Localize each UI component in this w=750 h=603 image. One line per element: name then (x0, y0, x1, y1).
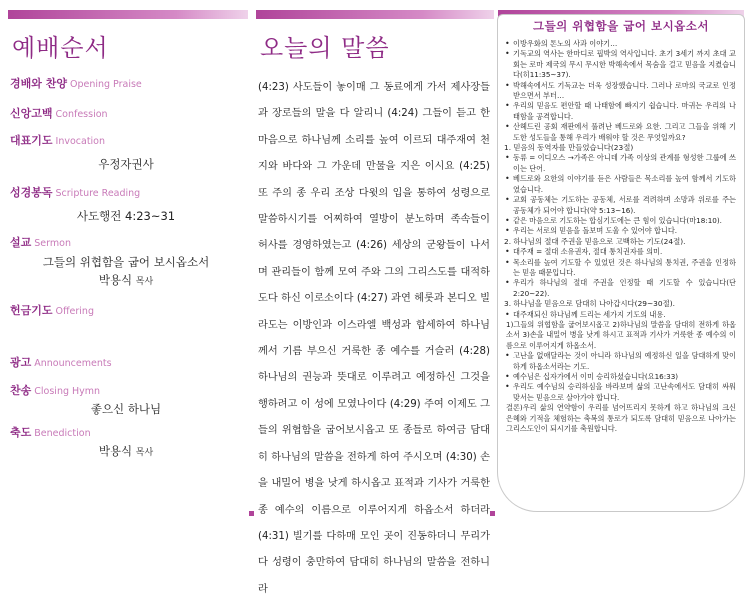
top-bar-middle (256, 10, 494, 19)
sermon-preacher (10, 272, 242, 288)
sermon-notes-title: 그들의 위협함을 굽어 보시옵소서 (532, 19, 710, 33)
list-item: • 우리는 서로의 믿음을 돌보며 도울 수 있어야 합니다. (504, 226, 736, 236)
benediction-title: 목사 (135, 448, 154, 458)
order-item-sermon (10, 234, 242, 302)
order-item-ko: 축도 (10, 426, 32, 439)
order-item-en: Invocation (55, 136, 106, 147)
order-item-confession (10, 105, 242, 132)
list-item: • 산헤드린 공회 재판에서 풀려난 베드로와 요한. 그리고 그들을 위해 기도한 성도들을 통해 우리가 배워야 할 것은 무엇일까요? (504, 122, 736, 143)
list-item: • 대주재되신 하나님께 드리는 세가지 기도의 내용. (504, 310, 736, 320)
order-item-announcements (10, 354, 242, 382)
list-item: • 고난을 없애달라는 것이 아니라 하나님의 예정하신 일을 담대하게 맞이하게 하옵소서라는 기도. (504, 351, 736, 372)
preacher-title: 목사 (135, 277, 154, 287)
list-item: • 목소리를 높여 기도할 수 있었던 것은 하나님의 통치권, 주권을 인정하는 믿음 때문입니다. (504, 258, 736, 279)
section-heading: 3. 하나님을 믿음으로 담대히 나아갑시다(29~30절). (504, 299, 675, 309)
order-item-en: Announcements (34, 358, 112, 369)
order-item-scripture (10, 184, 242, 234)
sermon-notes-panel (497, 14, 745, 512)
scripture-text: (4:23) 사도들이 놓이매 그 동료에게 가서 제사장들과 장로들의 말을 다 알리니 (4:24) 그들이 듣고 한마음으로 하나님께 소리를 높여 이르되 대주재여 천지와 바다와 그 가운데 만물을 지은 이시요 (4:25) 또 주의 종 우리 조상 다윗의 입을 통하여 성령으로 말씀하시기를 어찌하여 열방이 분노하며 족속들이 허사를 경영하였는고 (4:26) 세상의 군왕들이 나서며 관리들이 함께 모여 주와 그의 그리스도를 대적하도다 하신 이로소이다 (4:27) 과연 헤롯과 본디오 빌라도는 이방인과 이스라엘 백성과 합세하여 하나님께서 기름 부으신 거룩한 종 예수를 거슬러 (4:28) 하나님의 권능과 뜻대로 이루려고 예정하신 그것을 행하려고 이 성에 모였나이다 (4:29) 주여 이제도 그들의 위협함을 굽어보시옵고 또 종들로 하여금 담대히 하나님의 말씀을 전하게 하여 주시오며 (4:30) 손을 내밀어 병을 낫게 하시옵고 표적과 기사가 거룩한 종 예수의 이름으로 이루어지게 하옵소서 하더라 (4:31) 빌기를 다하매 모인 곳이 진동하더니 무리가 다 성령이 충만하여 담대히 하나님의 말씀을 전하니라 (258, 82, 490, 595)
paragraph: 1)그들의 위협함을 굽어보시옵고 2)하나님의 말씀을 담대히 전하게 하옵소서 3)손을 내밀어 병을 낫게 하시고 표적과 기사가 거룩한 종 예수의 이름으로 이루어지게 하옵소서. (506, 319, 736, 350)
order-item-ko: 설교 (10, 236, 32, 249)
conclusion-paragraph: 결론)우리 삶의 연약함이 우리를 넘어뜨리지 못하게 하고 하나님의 크신 은혜와 기적을 체험하는 축복의 통로가 되도록 담대히 믿음으로 나아가는 그리스도인이 되시기를 축원합니다. (506, 403, 736, 434)
order-item-opening-praise (10, 75, 242, 105)
order-item-ko: 찬송 (10, 384, 32, 397)
order-item-en: Confession (55, 109, 108, 120)
bottom-accent-middle (490, 511, 495, 516)
list-item: • 우리가 하나님의 절대 주권을 인정할 때 기도할 수 있습니다(단2:20~22). (504, 278, 736, 299)
todays-word-panel (258, 28, 490, 603)
order-item-ko: 헌금기도 (10, 304, 53, 317)
order-item-invocation (10, 132, 242, 184)
preacher-name: 박용식 (98, 273, 133, 287)
order-item-en: Scripture Reading (55, 188, 141, 199)
order-item-en: Offering (55, 306, 94, 317)
top-bar-left (8, 10, 248, 19)
order-item-en: Sermon (34, 238, 71, 249)
todays-word-title: 오늘의 말씀 (260, 34, 390, 62)
worship-order-panel (10, 28, 242, 464)
benediction-name: 박용식 (98, 444, 133, 458)
order-item-ko: 광고 (10, 356, 32, 369)
bottom-accent-left (249, 511, 254, 516)
list-item: • 교회 공동체는 기도하는 공동체, 서로를 격려하며 소망과 위로를 주는 공동체가 되어야 합니다(약 5:13~16). (504, 195, 736, 216)
order-item-closing-hymn (10, 382, 242, 424)
order-item-benediction (10, 424, 242, 464)
worship-order-title: 예배순서 (12, 34, 109, 62)
list-item: • 우리의 믿음도 편안할 때 나태함에 빠지기 쉽습니다. 마귀는 우리의 나태함을 공격합니다. (504, 101, 736, 122)
order-item-ko: 성경봉독 (10, 186, 53, 199)
order-item-en: Closing Hymn (34, 386, 101, 397)
order-item-offering (10, 302, 242, 354)
sermon-title: 그들의 위협함을 굽어 보시옵소서 (42, 255, 210, 269)
list-item: • 우리도 예수님의 승리하심을 바라보며 삶의 고난속에서도 담대히 싸워 맞서는 믿음으로 살아가야 합니다. (504, 382, 736, 403)
section-heading: 1. 믿음의 동역자를 만들었습니다(23절) (504, 143, 634, 153)
list-item: • 예수님은 십자가에서 이미 승리하셨습니다(요16:33) (504, 372, 736, 382)
section-heading: 2. 하나님의 절대 주권을 믿음으로 고백하는 기도(24절). (504, 236, 686, 246)
order-item-ko: 경배와 찬양 (10, 77, 67, 90)
scripture-reference: 사도행전 4:23~31 (76, 209, 176, 223)
list-item: • 동류 = 이디오스 →가족은 아니데 가족 이상의 관계를 형성한 그룹에 쓰이는 단어. (504, 153, 736, 174)
order-item-en: Benediction (34, 428, 91, 439)
order-item-ko: 대표기도 (10, 134, 53, 147)
sermon-notes-list (498, 39, 744, 434)
list-item: • 대주재 = 절대 소유권자, 절대 통치권자를 의미. (504, 247, 736, 257)
closing-hymn-title: 좋으신 하나님 (90, 402, 162, 416)
list-item: • 기독교의 역사는 한마디로 핍박의 역사입니다. 초기 3세기 까지 초대 교회는 로마 제국의 무시 무시한 박해속에서 목숨을 걸고 믿음을 지켰습니다(히11:35~37). (504, 49, 736, 80)
list-item: • 베드로와 요한의 이야기를 듣은 사람들은 목소리를 높여 함께서 기도하였습니다. (504, 174, 736, 195)
order-item-en: Opening Praise (69, 79, 142, 90)
invocation-leader: 우정자권사 (98, 157, 154, 171)
list-item: • 박해속에서도 기독교는 더욱 성장했습니다. 그러나 로마의 국교로 인정받으면서 부터… (504, 81, 736, 102)
order-item-ko: 신앙고백 (10, 107, 53, 120)
list-item: • 이방우화의 톤노의 사과 이야기… (504, 39, 736, 49)
benediction-leader (10, 443, 242, 459)
list-item: • 같은 마음으로 기도하는 합심기도에는 큰 힘이 있습니다(마18:10). (504, 216, 736, 226)
